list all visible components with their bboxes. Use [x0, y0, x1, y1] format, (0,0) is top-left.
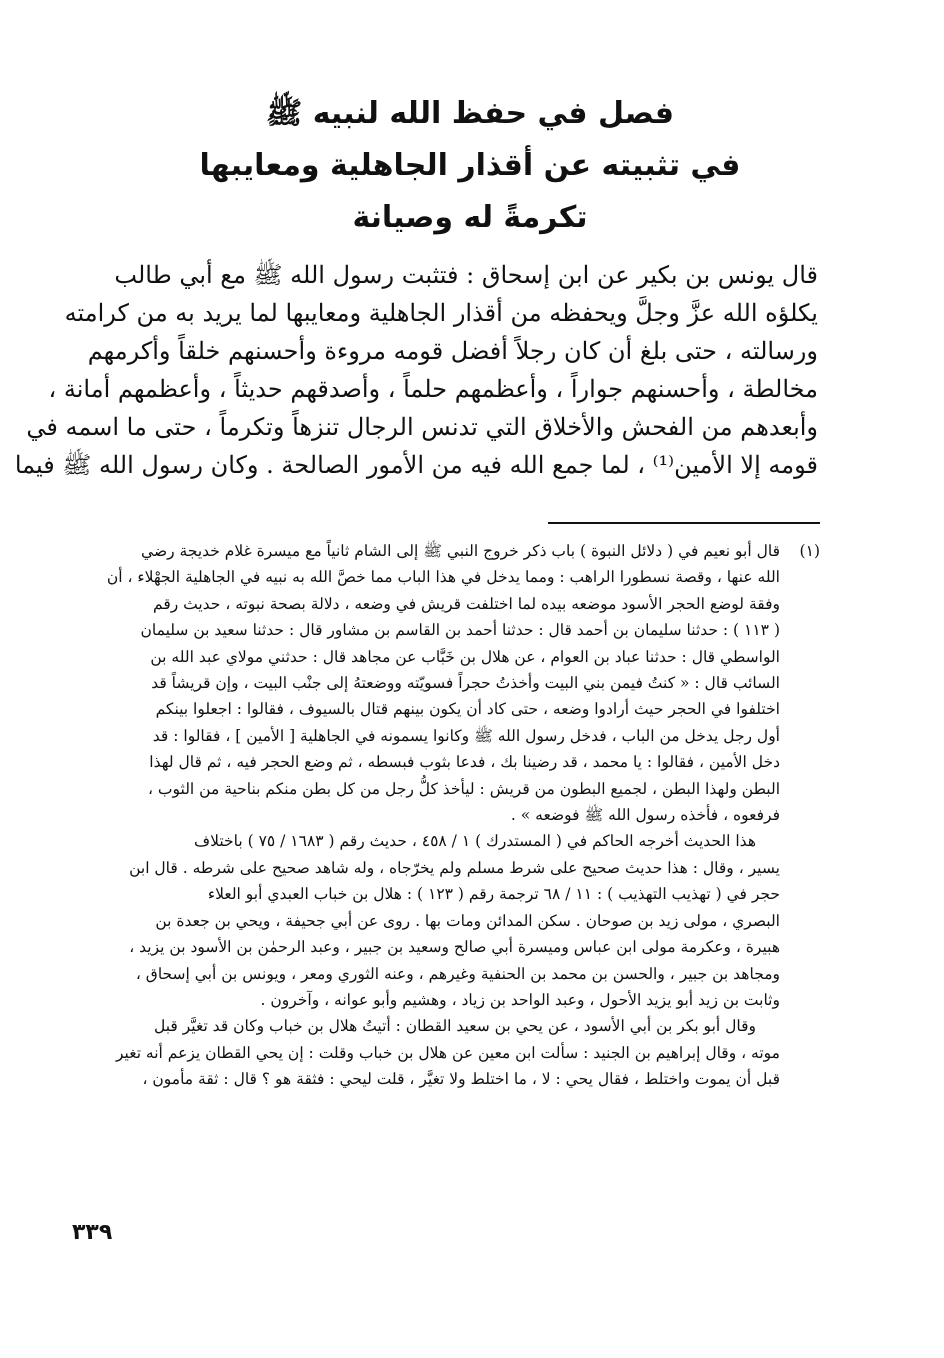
footnote-line: هبيرة ، وعكرمة مولى ابن عباس وميسرة أبي صالح وسعيد بن جبير ، وعبد الرحمٰن بن الأسود بن يزيد ،: [129, 938, 780, 957]
page-number: ٣٣٩: [72, 1220, 113, 1245]
footnote-line: قال أبو نعيم في ( دلائل النبوة ) باب ذكر خروج النبي ﷺ إلى الشام ثانياً مع ميسرة غلام خديجة رضي: [141, 542, 780, 560]
footnote-line: دخل الأمين ، فقالوا : يا محمد ، قد رضينا بك ، فدعا بثوب فبسطه ، ثم وضع الحجر فيه ، ثم قال لهذا: [149, 753, 780, 772]
footnote-line: وقال أبو بكر بن أبي الأسود ، عن يحي بن سعيد القطان : أتيتُ هلال بن خباب وكان قد تغيَّر قبل: [153, 1017, 756, 1036]
footnote-line: الله عنها ، وقصة نسطورا الراهب : ومما يدخل في هذا الباب مما خصَّ الله به نبيه في الجاهلية الجهْلاء ، أن: [106, 568, 780, 587]
body-line: مخالطة ، وأحسنهم جواراً ، وأعظمهم حلماً ، وأصدقهم حديثاً ، وأعظمهم أمانة ،: [48, 375, 818, 403]
footnote-1: [96, 538, 780, 1093]
body-line: وأبعدهم من الفحش والأخلاق التي تدنس الرجال تنزهاً وتكرماً ، حتى ما اسمه في: [26, 413, 818, 441]
footnote-line: اختلفوا في الحجر حيث أرادوا وضعه ، حتى كاد أن يكون بينهم قتال بالسيوف ، فقالوا : اجعلوا بينكم: [155, 700, 780, 719]
footnotes-section: [96, 538, 820, 1093]
footnote-line: حجر في ( تهذيب التهذيب ) : ١١ / ٦٨ ترجمة رقم ( ١٢٣ ) : هلال بن خباب العبدي أبو العلاء: [207, 885, 780, 904]
footnote-marker: (١): [799, 542, 820, 560]
main-paragraph: [14, 256, 818, 484]
footnote-line: الواسطي قال : حدثنا عباد بن العوام ، عن هلال بن خَبَّاب عن مجاهد قال : حدثني مولاي عبد الله بن: [150, 647, 780, 666]
footnote-line: وثابت بن زيد أبو يزيد الأحول ، وعبد الواحد بن زياد ، وهشيم وأبو عوانه ، وآخرون .: [260, 990, 780, 1009]
chapter-title: [140, 88, 800, 244]
body-line: ورسالته ، حتى بلغ أن كان رجلاً أفضل قومه مروءة وأحسنهم خلقاً وأكرمهم: [87, 337, 818, 365]
footnote-line: وفقة لوضع الحجر الأسود موضعه بيده لما اختلفت قريش في وضعه ، دلالة بصحة نبوته ، حديث رقم: [153, 594, 780, 613]
title-line-3: تكرمةً له وصيانة: [352, 200, 588, 235]
title-line-2: في تثبيته عن أقذار الجاهلية ومعايبها: [199, 148, 741, 183]
footnote-line: البطن ولهذا البطن ، لجميع البطون من قريش : ليأخذ كلُّ رجل من كل بطن منكم بناحية من الثوب ،: [148, 779, 780, 798]
footnote-line: ومجاهد بن جبير ، والحسن بن محمد بن الحنفية وغيرهم ، وعنه الثوري ومعر ، ويونس بن أبي إسحاق ،: [135, 964, 780, 983]
footnote-separator: [548, 522, 820, 524]
footnote-line: فرفعوه ، فأخذه رسول الله ﷺ فوضعه » .: [510, 806, 780, 825]
footnote-line: موته ، وقال إبراهيم بن الجنيد : سألت ابن معين عن هلال بن خباب وقلت : إن يحي القطان يزعم أنه تغير: [115, 1043, 780, 1062]
footnote-line: هذا الحديث أخرجه الحاكم في ( المستدرك ) ١ / ٤٥٨ ، حديث رقم ( ١٦٨٣ / ٧٥ ) باختلاف: [194, 832, 756, 851]
footnote-line: البصري ، مولى زيد بن صوحان . سكن المدائن ومات بها . روى عن أبي جحيفة ، ويحي بن جعدة بن: [155, 911, 780, 930]
body-line: قال يونس بن بكير عن ابن إسحاق : فتثبت رسول الله ﷺ مع أبي طالب: [114, 261, 818, 289]
footnote-line: أول رجل يدخل من الباب ، فدخل رسول الله ﷺ وكانوا يسمونه في الجاهلية [ الأمين ] ، فقالوا : قد: [152, 726, 780, 745]
footnote-line: السائب قال : « كنتُ فيمن بني البيت وأخذتُ حجراً فسويّته ووضعتهُ إلى جنْب البيت ، وإن قريشاً قد: [151, 674, 780, 693]
footnote-line: يسير ، وقال : هذا حديث صحيح على شرط مسلم ولم يخرّجاه ، وله شاهد صحيح على شرطه . قال ابن: [129, 858, 780, 877]
body-line: يكلؤه الله عزَّ وجلَّ ويحفظه من أقذار الجاهلية ومعايبها لما يريد به من كرامته: [64, 299, 818, 327]
footnote-line: ( ١١٣ ) : حدثنا سليمان بن أحمد قال : حدثنا أحمد بن القاسم بن مشاور قال : حدثنا سعيد بن سليمان: [140, 621, 780, 640]
body-line: قومه إلا الأمين⁽¹⁾ ، لما جمع الله فيه من الأمور الصالحة . وكان رسول الله ﷺ فيما: [14, 451, 818, 479]
footnote-line: قبل أن يموت واختلط ، فقال يحي : لا ، ما اختلط ولا تغيَّر ، قلت ليحي : فثقة هو ؟ قال : ثقة مأمون ،: [142, 1070, 780, 1089]
title-line-1: فصل في حفظ الله لنبيه ﷺ: [266, 96, 674, 131]
